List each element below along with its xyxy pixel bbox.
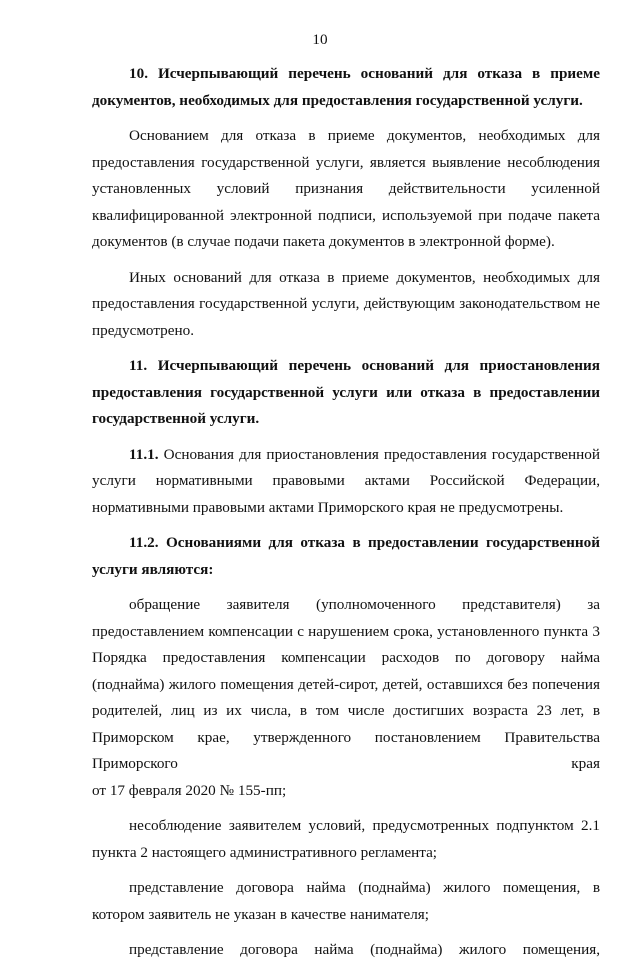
section-11-2-heading: 11.2. Основаниями для отказа в предоставлении государственной услуги являются:	[92, 534, 600, 578]
section-11-1-paragraph	[92, 442, 600, 522]
section-11-1-number: 11.1.	[129, 445, 159, 463]
document-body	[92, 61, 600, 964]
page-number: 10	[312, 31, 328, 48]
section-11-1-text: Основания для приостановления предоставления государственной услуги нормативными правовыми актами Российской Федерации, нормативными правовыми актами Приморского края не предусмотрены.	[92, 445, 600, 516]
refusal-ground-4: представление договора найма (поднайма) жилого помещения,	[129, 941, 600, 958]
section-10-paragraph-2: Иных оснований для отказа в приеме документов, необходимых для предоставления государственной услуги, действующим законодательством не предусмотрено.	[92, 268, 600, 339]
refusal-ground-1-end: от 17 февраля 2020 № 155-пп;	[92, 781, 287, 799]
section-10-paragraph-1: Основанием для отказа в приеме документов, необходимых для предоставления государственной услуги, является выявление несоблюдения установленных условий признания действительности усиленной квалифицированной электронной подписи, используемой при подаче пакета документов (в случае подачи пакета документов в электронной форме).	[92, 127, 600, 250]
refusal-ground-1: обращение заявителя (уполномоченного представителя) за предоставлением компенсации с нарушением срока, установленного пункта 3 Порядка предоставления компенсации расходов по договору найма (поднайма) жилого помещения детей-сирот, детей, оставшихся без попечения родителей, лиц из их числа, в том числе достигших возраста 23 лет, в Приморском крае, утвержденного постановлением Правительства Приморского края	[92, 596, 600, 772]
section-11-heading: 11. Исчерпывающий перечень оснований для приостановления предоставления государственной услуги или отказа в предоставлении государственной услуги.	[92, 357, 600, 427]
refusal-ground-3: представление договора найма (поднайма) жилого помещения, в котором заявитель не указан в качестве нанимателя;	[92, 879, 600, 923]
refusal-ground-2: несоблюдение заявителем условий, предусмотренных подпунктом 2.1 пункта 2 настоящего административного регламента;	[92, 817, 600, 861]
section-10-heading: 10. Исчерпывающий перечень оснований для отказа в приеме документов, необходимых для предоставления государственной услуги.	[92, 65, 600, 109]
